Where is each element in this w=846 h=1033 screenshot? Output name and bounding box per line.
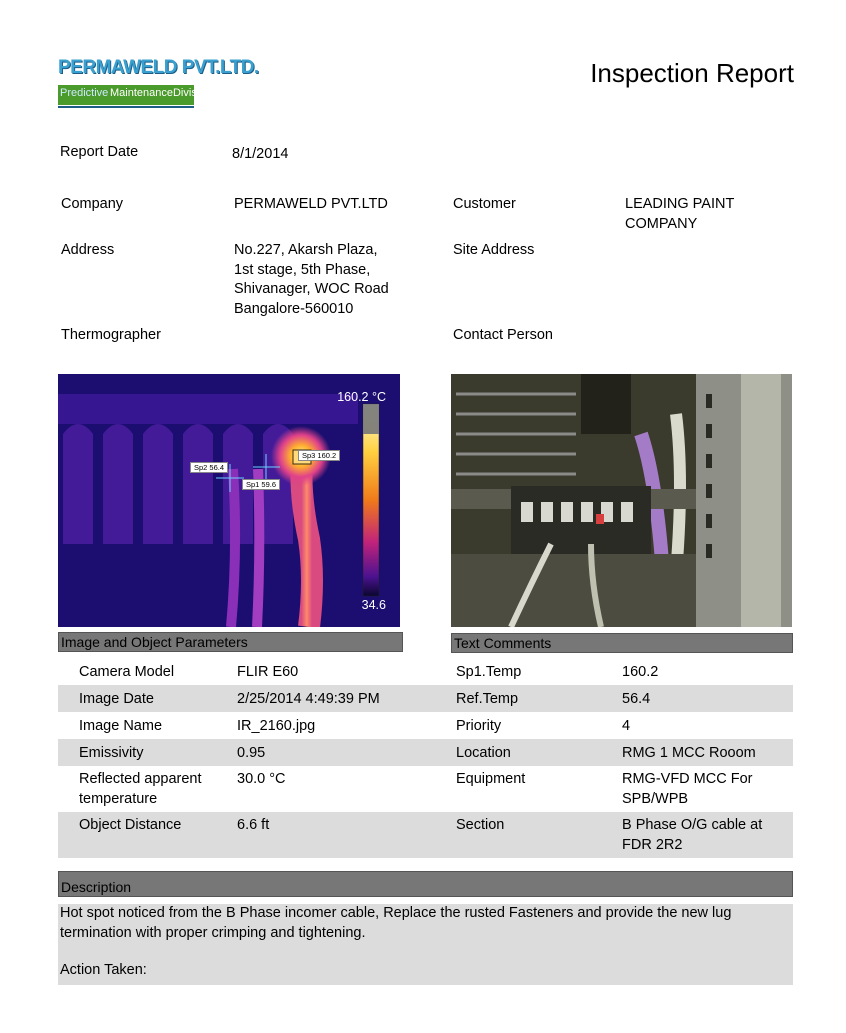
page-title: Inspection Report bbox=[590, 58, 794, 88]
thermal-image-graphic bbox=[58, 374, 400, 627]
param-label: Image Date bbox=[79, 691, 154, 707]
address-line: No.227, Akarsh Plaza, bbox=[234, 242, 378, 258]
param-value: 6.6 ft bbox=[237, 817, 270, 833]
thermal-image bbox=[58, 374, 400, 627]
visual-photo-graphic bbox=[451, 374, 792, 627]
param-value: 30.0 °C bbox=[237, 771, 286, 787]
action-taken-label: Action Taken: bbox=[60, 962, 147, 978]
customer-label: Customer bbox=[453, 196, 516, 212]
thermal-max-temp: 160.2 °C bbox=[337, 390, 386, 404]
params-header: Image and Object Parameters bbox=[58, 632, 403, 652]
param-value: FLIR E60 bbox=[237, 664, 299, 680]
spot-label-sp1: Sp1 59.6 bbox=[242, 479, 280, 490]
comment-value: RMG-VFD MCC For SPB/WPB bbox=[622, 771, 753, 807]
company-label: Company bbox=[61, 196, 124, 212]
comment-label: Equipment bbox=[456, 771, 526, 787]
contact-person-label: Contact Person bbox=[453, 327, 553, 343]
logo-tagline-bar bbox=[58, 85, 212, 105]
comment-label: Section bbox=[456, 817, 505, 833]
company-value: PERMAWELD PVT.LTD bbox=[234, 196, 388, 212]
param-label: Reflected apparent temperature bbox=[79, 771, 202, 807]
param-value: 2/25/2014 4:49:39 PM bbox=[237, 691, 380, 707]
comment-label: Location bbox=[456, 745, 511, 761]
comment-label: Sp1.Temp bbox=[456, 664, 522, 680]
comment-value: 160.2 bbox=[622, 664, 659, 680]
address-label: Address bbox=[61, 242, 115, 258]
comment-value: 56.4 bbox=[622, 691, 651, 707]
site-address-label: Site Address bbox=[453, 242, 535, 258]
logo-tagline-a: Predictive bbox=[60, 87, 109, 99]
spot-label-sp3: Sp3 160.2 bbox=[298, 450, 340, 461]
param-value: 0.95 bbox=[237, 745, 266, 761]
report-date-label: Report Date bbox=[60, 144, 139, 160]
company-logo bbox=[58, 57, 259, 109]
address-value bbox=[234, 241, 389, 319]
description-header: Description bbox=[58, 871, 793, 897]
comment-value: B Phase O/G cable at FDR 2R2 bbox=[622, 817, 763, 853]
param-value: IR_2160.jpg bbox=[237, 718, 316, 734]
address-line: Bangalore-560010 bbox=[234, 300, 354, 317]
comment-label: Ref.Temp bbox=[456, 691, 519, 707]
comments-header: Text Comments bbox=[451, 633, 793, 653]
report-date-value: 8/1/2014 bbox=[232, 146, 289, 162]
comment-value: RMG 1 MCC Rooom bbox=[622, 745, 756, 761]
address-line: 1st stage, 5th Phase, bbox=[234, 261, 371, 278]
logo-underline bbox=[58, 106, 194, 108]
description-box bbox=[58, 904, 793, 985]
param-label: Image Name bbox=[79, 718, 163, 734]
visual-photo bbox=[451, 374, 792, 627]
thermographer-label: Thermographer bbox=[61, 327, 161, 343]
param-label: Object Distance bbox=[79, 817, 182, 833]
param-label: Camera Model bbox=[79, 664, 175, 680]
comment-label: Priority bbox=[456, 718, 502, 734]
address-line: Shivanager, WOC Road bbox=[234, 281, 389, 297]
description-text: Hot spot noticed from the B Phase incomer cable, Replace the rusted Fasteners and provide the new lug termination with proper crimping and tightening. bbox=[60, 905, 732, 941]
logo-name: PERMAWELD PVT.LTD. bbox=[58, 57, 259, 78]
row-shading bbox=[58, 685, 793, 712]
spot-label-sp2: Sp2 56.4 bbox=[190, 462, 228, 473]
customer-value: LEADING PAINT COMPANY bbox=[625, 196, 735, 232]
comment-value: 4 bbox=[622, 718, 631, 734]
param-label: Emissivity bbox=[79, 745, 144, 761]
logo-tagline-b: MaintenanceDivision bbox=[110, 87, 212, 99]
thermal-min-temp: 34.6 bbox=[361, 598, 386, 612]
